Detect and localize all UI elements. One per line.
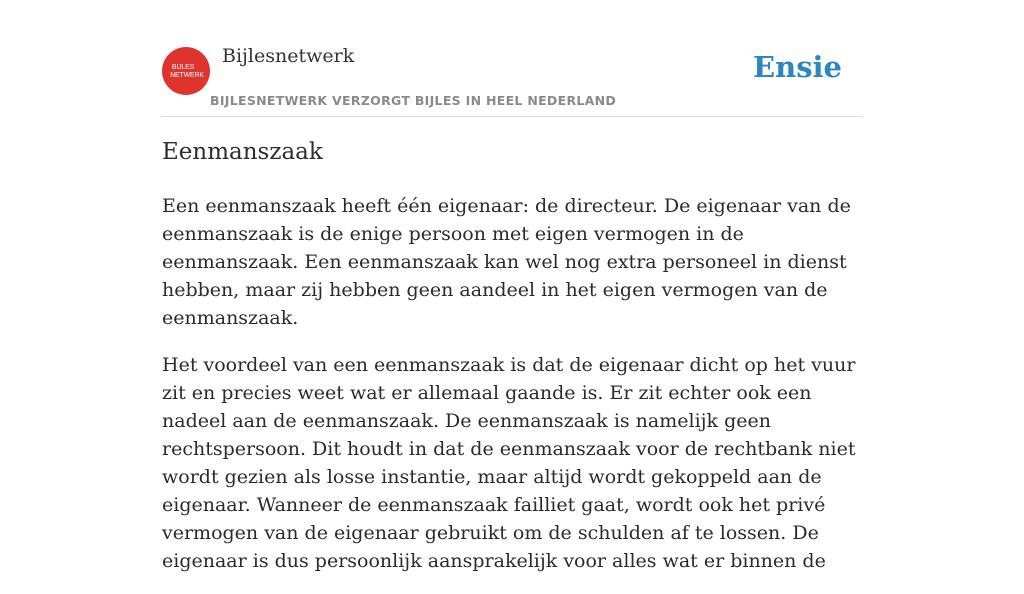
article-body bbox=[162, 192, 867, 594]
logo-text-line1: BIJLES bbox=[171, 63, 195, 71]
article-paragraph: Het voordeel van een eenmanszaak is dat de eigenaar dicht op het vuur zit en precies weet wat er allemaal gaande is. Er zit echter ook een nadeel aan de eenmanszaak. De eenmanszaak is namelijk geen rechtspersoon. Dit houdt in dat de eenmanszaak voor de rechtbank niet wordt gezien als losse instantie, maar altijd wordt gekoppeld aan de eigenaar. Wanneer de eenmanszaak failliet gaat, wordt ook het privé vermogen van de eigenaar gebruikt om de schulden af te lossen. De eigenaar is dus persoonlijk aansprakelijk voor alles wat er binnen de bbox=[162, 354, 856, 572]
page-header bbox=[162, 40, 862, 117]
article-title: Eenmanszaak bbox=[162, 139, 323, 165]
article-paragraph: Een eenmanszaak heeft één eigenaar: de directeur. De eigenaar van de eenmanszaak is de enige persoon met eigen vermogen in de eenmanszaak. Een eenmanszaak kan wel nog extra personeel in dienst hebben, maar zij hebben geen aandeel in het eigen vermogen van de eenmanszaak. bbox=[162, 195, 851, 329]
site-tagline: BIJLESNETWERK VERZORGT BIJLES IN HEEL NEDERLAND bbox=[210, 93, 617, 108]
logo-text-line2: NETWERK bbox=[170, 71, 204, 79]
ensie-brand-logo[interactable]: Ensie bbox=[753, 50, 842, 84]
site-name-link[interactable]: Bijlesnetwerk bbox=[222, 45, 355, 67]
bijlesnetwerk-logo[interactable] bbox=[162, 47, 210, 95]
